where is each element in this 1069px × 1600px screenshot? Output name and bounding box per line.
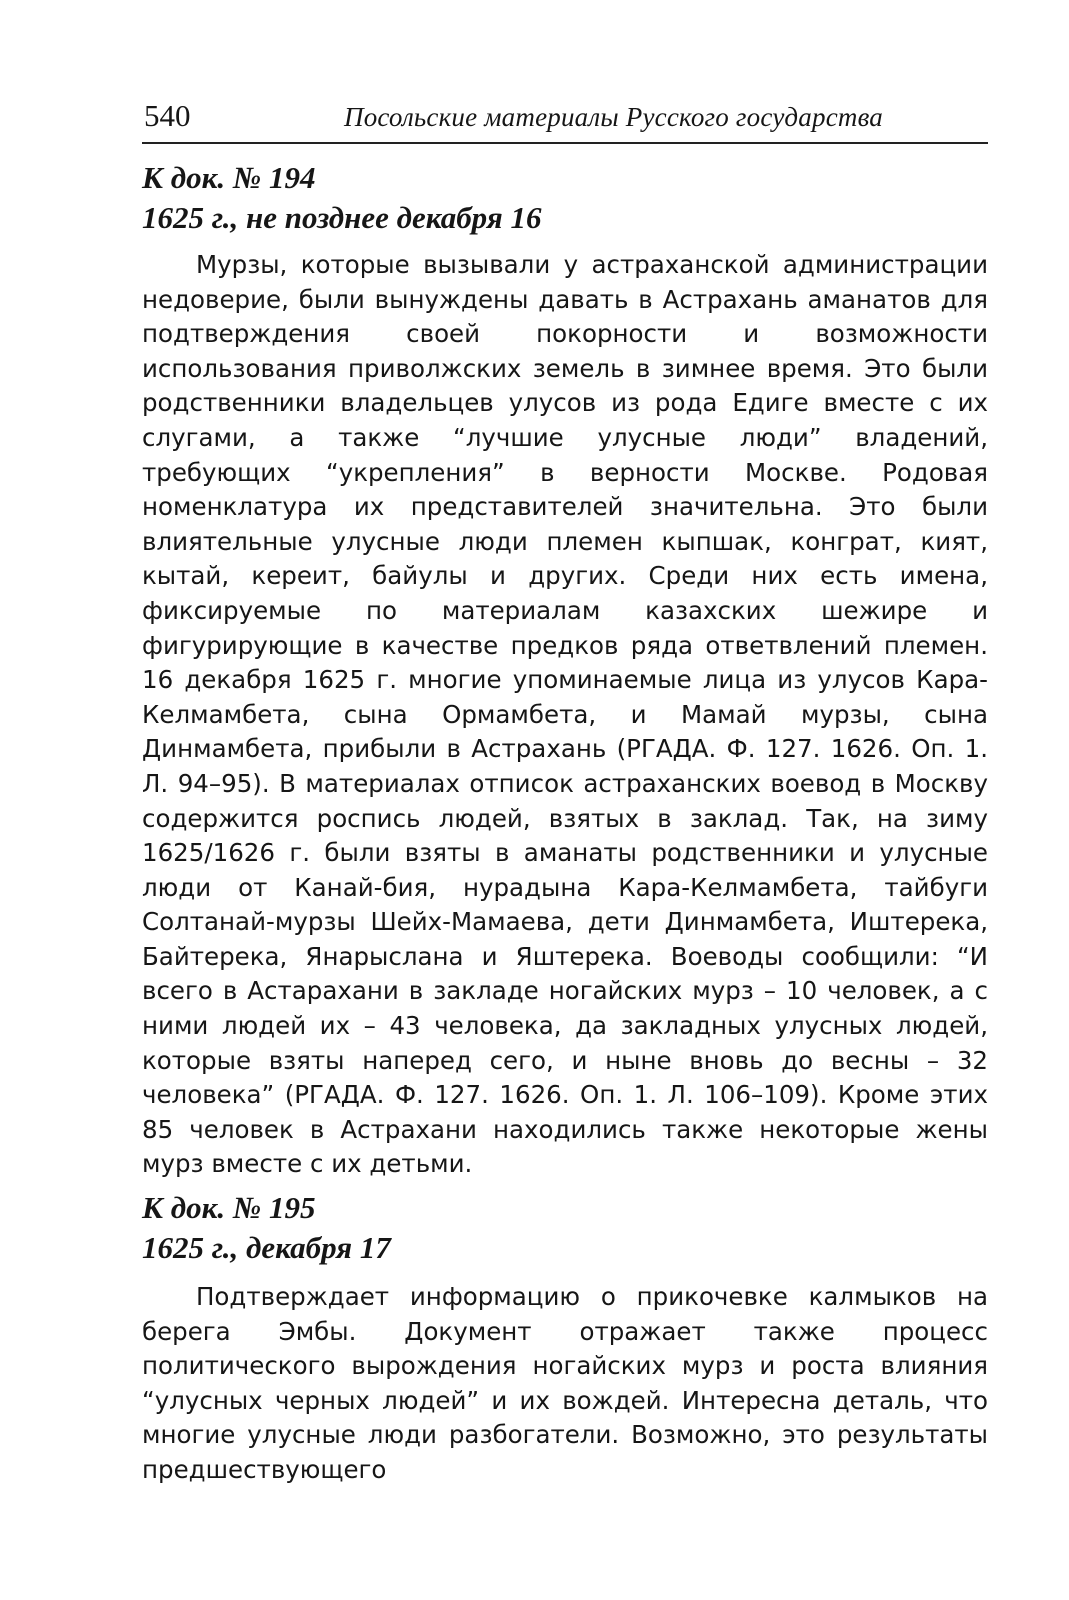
doc-date: 1625 г., не позднее декабря 16	[142, 200, 542, 235]
page-number: 540	[144, 98, 191, 133]
commentary-paragraph-194: Мурзы, которые вызывали у астраханской администрации недоверие, были вынуждены давать в Астрахань аманатов для подтверждения своей покорности и возможности использования приволжских земель в зимнее время. Это были родственники владельцев улусов из рода Едиге вместе с их слугами, а также “лучшие улусные люди” владений, требующих “укрепления” в верности Москве. Родовая номенклатура их представителей значительна. Это были влиятельные улусные люди племен кыпшак, конграт, кият, кытай, кереит, байулы и других. Среди них есть имена, фиксируемые по материалам казахских шежире и фигурирующие в качестве предков ряда ответвлений племен. 16 декабря 1625 г. многие упоминаемые лица из улусов Кара-Келмамбета, сына Ормамбета, и Мамай мурзы, сына Динмамбета, прибыли в Астрахань (РГАДА. Ф. 127. 1626. Оп. 1. Л. 94–95). В материалах отписок астраханских воевод в Москву содержится роспись людей, взятых в заклад. Так, на зиму 1625/1626 г. были взяты в аманаты родственники и улусные люди от Канай-бия, нурадына Кара-Келмамбета, тайбуги Солтанай-мурзы Шейх-Мамаева, дети Динмамбета, Иштерека, Байтерека, Янарыслана и Яштерека. Воеводы сообщили: “И всего в Астарахани в закладе ногайских мурз – 10 человек, а с ними людей их – 43 человека, да закладных улусных людей, которые взяты наперед сего, и ныне вновь до весны – 32 человека” (РГАДА. Ф. 127. 1626. Оп. 1. Л. 106–109). Кроме этих 85 человек в Астрахани находились также некоторые жены мурз вместе с их детьми.	[142, 250, 988, 1179]
doc-date: 1625 г., декабря 17	[142, 1230, 391, 1265]
section-heading-195	[142, 1188, 391, 1268]
running-title: Посольские материалы Русского государства	[344, 102, 884, 132]
section-heading-194	[142, 158, 542, 238]
doc-reference: К док. № 195	[142, 1190, 316, 1225]
commentary-paragraph-195: Подтверждает информацию о прикочевке калмыков на берега Эмбы. Документ отражает также процесс политического вырождения ногайских мурз и роста влияния “улусных черных людей” и их вождей. Интересна деталь, что многие улусные люди разбогатели. Возможно, это результаты предшествующего	[142, 1282, 988, 1484]
running-header	[142, 96, 988, 144]
doc-reference: К док. № 194	[142, 160, 316, 195]
